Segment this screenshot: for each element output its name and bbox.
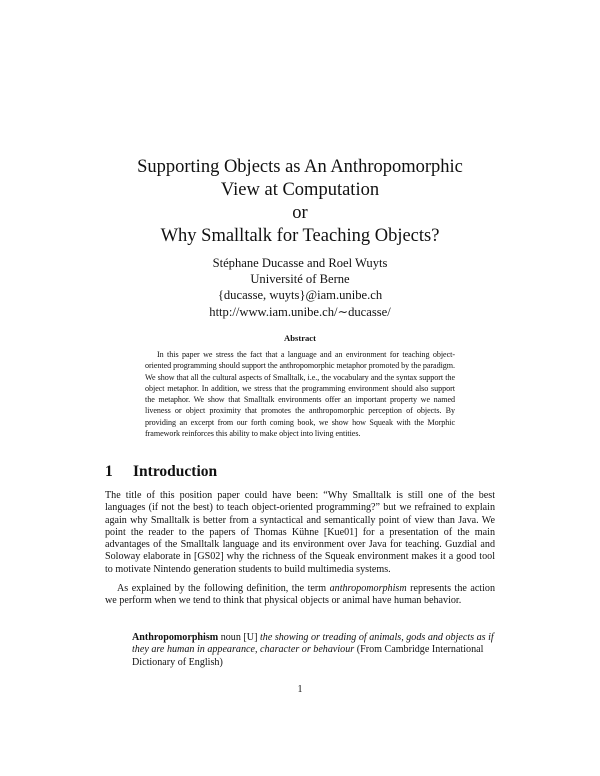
title-line-1: Supporting Objects as An Anthropomorphic <box>137 157 463 177</box>
section-heading <box>105 463 217 481</box>
title-line-4: Why Smalltalk for Teaching Objects? <box>160 226 440 246</box>
definition-block <box>132 632 495 669</box>
paragraph-2-start: As explained by the following definition, the term <box>117 583 330 594</box>
definition-term: Anthropomorphism <box>132 632 219 643</box>
section-number: 1 <box>105 463 113 480</box>
author-url[interactable]: http://www.iam.unibe.ch/∼ducasse/ <box>209 304 391 319</box>
paragraph-2-end: represents the action we perform when we tend to think that physical objects or animal have human behavior. <box>105 583 496 607</box>
section-title: Introduction <box>133 463 218 480</box>
author-affiliation: Université of Berne <box>250 272 350 287</box>
paragraph-2-emphasis: anthropomorphism <box>329 583 407 594</box>
title-line-2: View at Computation <box>220 180 380 200</box>
intro-paragraph-1: The title of this position paper could have been: “Why Smalltalk is still one of the best languages (if not the best) to teach object-oriented programming?” but we refrained to explain again why Smalltalk is better from a syntactical and semantically point of view than Java. We point the reader to the papers of Thomas Kühne [Kue01] for a presentation of the main advantages of the Smalltalk language and its environment over Java for teaching. Guzdial and Soloway elaborate in [GS02] why the richness of the Squeak environment makes it a good tool to motivate Nintendo generation students to build multimedia systems. <box>105 490 495 575</box>
definition-pos: noun [U] <box>218 632 260 643</box>
definition-text: the showing or treading of animals, gods and objects as if they are human in appearance, character or behaviour <box>132 632 494 656</box>
title-line-3: or <box>292 203 308 223</box>
definition-source: (From Cambridge International Dictionary of English) <box>132 644 484 668</box>
author-names: Stéphane Ducasse and Roel Wuyts <box>212 256 388 270</box>
page-number: 1 <box>297 684 303 695</box>
intro-paragraph-2 <box>105 583 495 608</box>
abstract-text: In this paper we stress the fact that a language and an environment for teaching object-oriented programming should support the anthropomorphic metaphor promoted by the paradigm. We show that all the cultural aspects of Smalltalk, i.e., the vocabulary and the syntax support the object metaphor. In addition, we stress that the programming environment should also support the metaphor. We show that Smalltalk environments offer an important property we named liveness or object proximity that promotes the anthropomorphic perception of objects. By providing an excerpt from our forth coming book, we show how Squeak with the Morphic framework reinforces this ability to make object into living entities. <box>145 350 455 439</box>
paper-title <box>60 156 540 248</box>
author-block <box>100 255 500 320</box>
author-email: {ducasse, wuyts}@iam.unibe.ch <box>217 288 383 303</box>
abstract-heading: Abstract <box>284 333 316 343</box>
